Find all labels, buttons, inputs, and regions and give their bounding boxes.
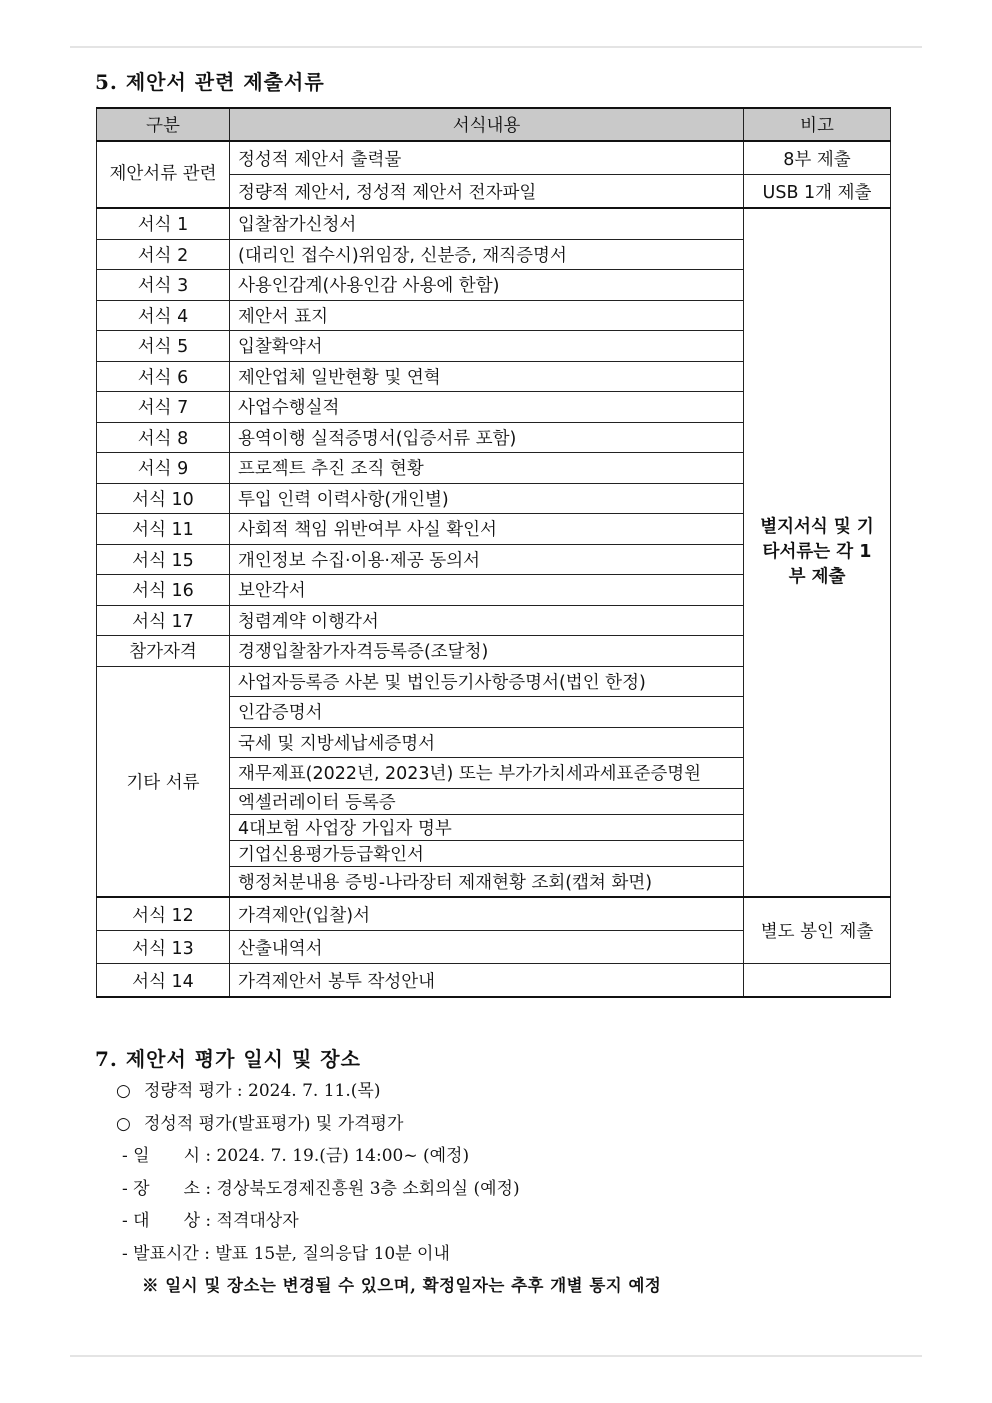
form-label: 참가자격	[97, 636, 230, 667]
form-label: 서식 17	[97, 605, 230, 636]
schedule-date: - 일 시 : 2024. 7. 19.(금) 14:00~ (예정)	[122, 1146, 470, 1166]
section-5-title: 5. 제안서 관련 제출서류	[95, 70, 325, 94]
other-doc-item: 기업신용평가등급확인서	[230, 840, 744, 866]
form-label: 서식 1	[97, 208, 230, 239]
other-doc-item: 국세 및 지방세납세증명서	[230, 727, 744, 758]
form-label: 서식 15	[97, 544, 230, 575]
price-form-label: 서식 13	[97, 931, 230, 964]
form-content: (대리인 접수시)위임장, 신분증, 재직증명서	[230, 239, 744, 270]
other-doc-item: 4대보험 사업장 가입자 명부	[230, 814, 744, 840]
circle-bullet-icon: ○	[116, 1113, 131, 1134]
form-content: 사회적 책임 위반여부 사실 확인서	[230, 514, 744, 545]
form-content: 투입 인력 이력사항(개인별)	[230, 483, 744, 514]
other-doc-item: 행정처분내용 증빙-나라장터 제재현황 조회(캡쳐 화면)	[230, 866, 744, 897]
proposal-docs-label: 제안서류 관련	[97, 141, 230, 208]
other-doc-item: 엑셀러레이터 등록증	[230, 788, 744, 814]
form-content: 입찰참가신청서	[230, 208, 744, 239]
form-label: 서식 16	[97, 575, 230, 606]
form-content: 제안서 표지	[230, 300, 744, 331]
form-content: 용역이행 실적증명서(입증서류 포함)	[230, 422, 744, 453]
form-label: 서식 3	[97, 270, 230, 301]
proposal-doc-note: 8부 제출	[744, 141, 891, 175]
qualitative-evaluation-text: 정성적 평가(발표평가) 및 가격평가	[144, 1113, 404, 1134]
price-form-label: 서식 14	[97, 964, 230, 998]
other-doc-item: 사업자등록증 사본 및 법인등기사항증명서(법인 한정)	[230, 666, 744, 697]
other-docs-label: 기타 서류	[97, 666, 230, 897]
form-label: 서식 2	[97, 239, 230, 270]
table-row	[97, 208, 891, 239]
table-header-row	[97, 108, 891, 141]
header-category: 구분	[97, 108, 230, 141]
form-content: 보안각서	[230, 575, 744, 606]
circle-bullet-icon: ○	[116, 1081, 131, 1101]
form-label: 서식 8	[97, 422, 230, 453]
form-label: 서식 4	[97, 300, 230, 331]
form-label: 서식 11	[97, 514, 230, 545]
schedule-presentation-time: - 발표시간 : 발표 15분, 질의응답 10분 이내	[122, 1243, 450, 1264]
price-form-label: 서식 12	[97, 897, 230, 931]
form-label: 서식 9	[97, 453, 230, 484]
form-label: 서식 5	[97, 331, 230, 362]
schedule-place: - 장 소 : 경상북도경제진흥원 3층 소회의실 (예정)	[122, 1178, 520, 1199]
form-content: 개인정보 수집·이용·제공 동의서	[230, 544, 744, 575]
form-content: 입찰확약서	[230, 331, 744, 362]
list-item	[116, 1075, 661, 1108]
form-content: 프로젝트 추진 조직 현황	[230, 453, 744, 484]
top-divider	[70, 46, 922, 48]
form-label: 서식 7	[97, 392, 230, 423]
form-content: 청렴계약 이행각서	[230, 605, 744, 636]
form-content: 제안업체 일반현황 및 연혁	[230, 361, 744, 392]
table-row	[97, 897, 891, 931]
form-label: 서식 6	[97, 361, 230, 392]
price-form-content: 가격제안(입찰)서	[230, 897, 744, 931]
quantitative-evaluation-text: 정량적 평가 : 2024. 7. 11.(목)	[144, 1081, 381, 1101]
bottom-divider	[70, 1355, 922, 1357]
proposal-doc-item: 정성적 제안서 출력물	[230, 141, 744, 175]
form-content: 경쟁입찰참가자격등록증(조달청)	[230, 636, 744, 667]
other-doc-item: 재무제표(2022년, 2023년) 또는 부가가치세과세표준증명원	[230, 758, 744, 789]
forms-remark: 별지서식 및 기타서류는 각 1부 제출	[744, 208, 891, 897]
proposal-doc-note: USB 1개 제출	[744, 175, 891, 209]
price-form-content: 산출내역서	[230, 931, 744, 964]
schedule-change-notice: ※ 일시 및 장소는 변경될 수 있으며, 확정일자는 추후 개별 통지 예정	[142, 1276, 662, 1295]
table-row	[97, 141, 891, 175]
form-content: 사업수행실적	[230, 392, 744, 423]
price-form-content: 가격제안서 봉투 작성안내	[230, 964, 744, 998]
header-content: 서식내용	[230, 108, 744, 141]
price-remark: 별도 봉인 제출	[744, 897, 891, 964]
header-remarks: 비고	[744, 108, 891, 141]
form-content: 사용인감계(사용인감 사용에 한함)	[230, 270, 744, 301]
empty-remark-cell	[744, 964, 891, 998]
submission-documents-table	[96, 107, 891, 998]
other-doc-item: 인감증명서	[230, 697, 744, 728]
schedule-target: - 대 상 : 적격대상자	[122, 1211, 299, 1231]
list-item	[116, 1108, 661, 1141]
table-row	[97, 964, 891, 998]
evaluation-schedule	[116, 1075, 661, 1303]
proposal-doc-item: 정량적 제안서, 정성적 제안서 전자파일	[230, 175, 744, 209]
section-7-title: 7. 제안서 평가 일시 및 장소	[95, 1047, 361, 1071]
form-label: 서식 10	[97, 483, 230, 514]
